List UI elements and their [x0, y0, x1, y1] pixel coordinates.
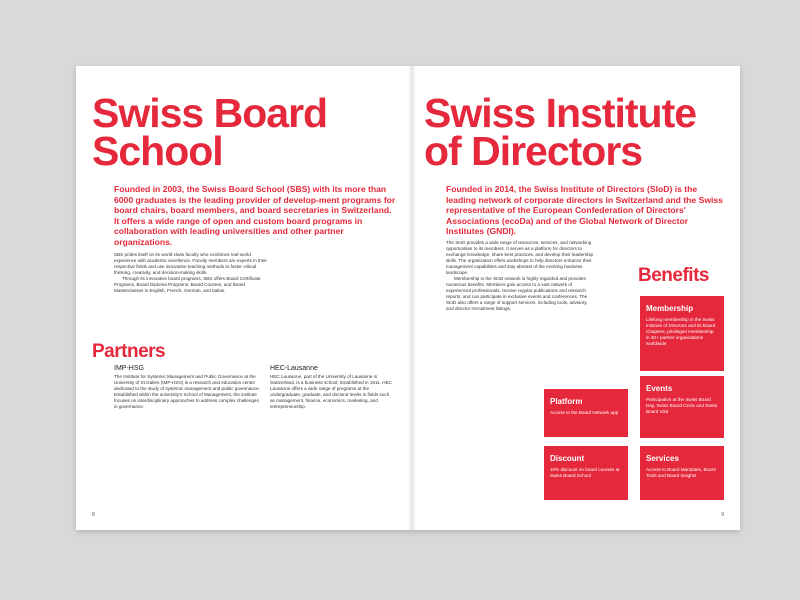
benefit-card-platform [544, 389, 628, 437]
benefit-card-membership [640, 296, 724, 371]
card-description: Participation at the Swiss Board Day, Swiss Board Circle and Swiss Board Visit [646, 397, 718, 414]
card-description: Access to Board Mandates, Board Tools and Board Insights [646, 467, 716, 478]
card-description: 10% discount on board courses at Swiss Board School [550, 467, 620, 478]
card-title: Events [646, 384, 673, 393]
partner-name: IMP-HSG [114, 365, 144, 372]
title-line-2: School [92, 128, 223, 174]
page-title [424, 90, 697, 174]
body-text [114, 252, 269, 294]
card-description: Access to the Board Network app [550, 410, 619, 415]
left-page [76, 66, 408, 530]
title-line-1: Swiss Institute [424, 90, 697, 136]
benefit-card-discount [544, 446, 628, 500]
page-number: 8 [92, 512, 95, 518]
benefits-heading: Benefits [638, 265, 709, 286]
partner-imp-hsg [114, 366, 262, 410]
title-line-2: of Directors [424, 128, 643, 174]
body-paragraph-1: SBS prides itself on its world-class faculty who combines real-world experience with academic excellence. Faculty members are experts in their respective fields and use innovative teaching methods to foster critical thinking, creativity, and decision-making skills. [114, 252, 267, 275]
benefit-card-events [640, 376, 724, 438]
card-title: Platform [550, 397, 583, 406]
partner-name: HEC-Lausanne [270, 365, 318, 372]
card-title: Membership [646, 304, 694, 313]
card-title: Discount [550, 454, 585, 463]
lead-paragraph: Founded in 2003, the Swiss Board School (SBS) with its more than 6000 graduates is the leading provider of develop-ment programs for board chairs, board members, and board secretaries in Switzerland. It offers a wide range of open and custom board programs in collaboration with leading universities and other partner organizations. [114, 184, 396, 247]
page-number: 9 [721, 512, 724, 518]
page-title [92, 90, 328, 174]
card-title: Services [646, 454, 679, 463]
partner-description: The Institute for Systemic Management and Public Governance at the University of St.Gallen (IMP-HSG) is a research and education center dedicated to the study of systemic management and public governance. Established within the university's School of Management, the institute focuses on interdisciplinary approaches to address complex challenges in governance. [114, 374, 261, 409]
lead-paragraph: Founded in 2014, the Swiss Institute of Directors (SIoD) is the leading network of corporate directors in Switzerland and the Swiss representative of the European Confederation of Directors' Associations (ecoDa) and of the Global Network of Director Institutes (GNDI). [446, 184, 723, 236]
body-paragraph-1: The SIoD provides a wide range of resources, services, and networking opportunities to its members. It serves as a platform for directors to exchange knowledge, share best practices, and develop their leadership skills. The organization offers workshops to help directors enhance their management capabilities and stay abreast of the evolving business landscape. [446, 240, 594, 275]
partner-description: HEC Lausanne, part of the University of Lausanne in Switzerland, is a business school. Established in 1911, HEC Lausanne offers a wide range of programs at the undergraduate, graduate, and doctoral levels in fields such as management, finance, economics, marketing, and entrepreneurship. [270, 374, 392, 409]
body-paragraph-2: Membership in the SIoD network is highly regarded and provides numerous benefits. Members gain access to a vast network of experienced professionals, receive regular publications and research reports, and can participate in exclusive events and conferences. The SIoD also offers a range of support services, including tools, advisory, and director recruitment listings. [446, 276, 588, 311]
title-line-1: Swiss Board [92, 90, 328, 136]
partners-heading: Partners [92, 341, 166, 362]
card-description: Lifelong membership in the Swiss Institute of Directors and its Board Chapters, privileged membership in 40+ partner organizations worldwide [646, 317, 716, 346]
right-page [408, 66, 740, 530]
benefit-card-services [640, 446, 724, 500]
partner-hec-lausanne [270, 366, 394, 410]
body-paragraph-2: Through its innovative board programs, SBS offers Board Certificate Programs, Board Diploma Programs, Board Courses, and Board Masterclasses in English, French, German, and Italian. [114, 276, 261, 293]
brochure-spread [76, 66, 740, 530]
body-text [446, 240, 596, 312]
